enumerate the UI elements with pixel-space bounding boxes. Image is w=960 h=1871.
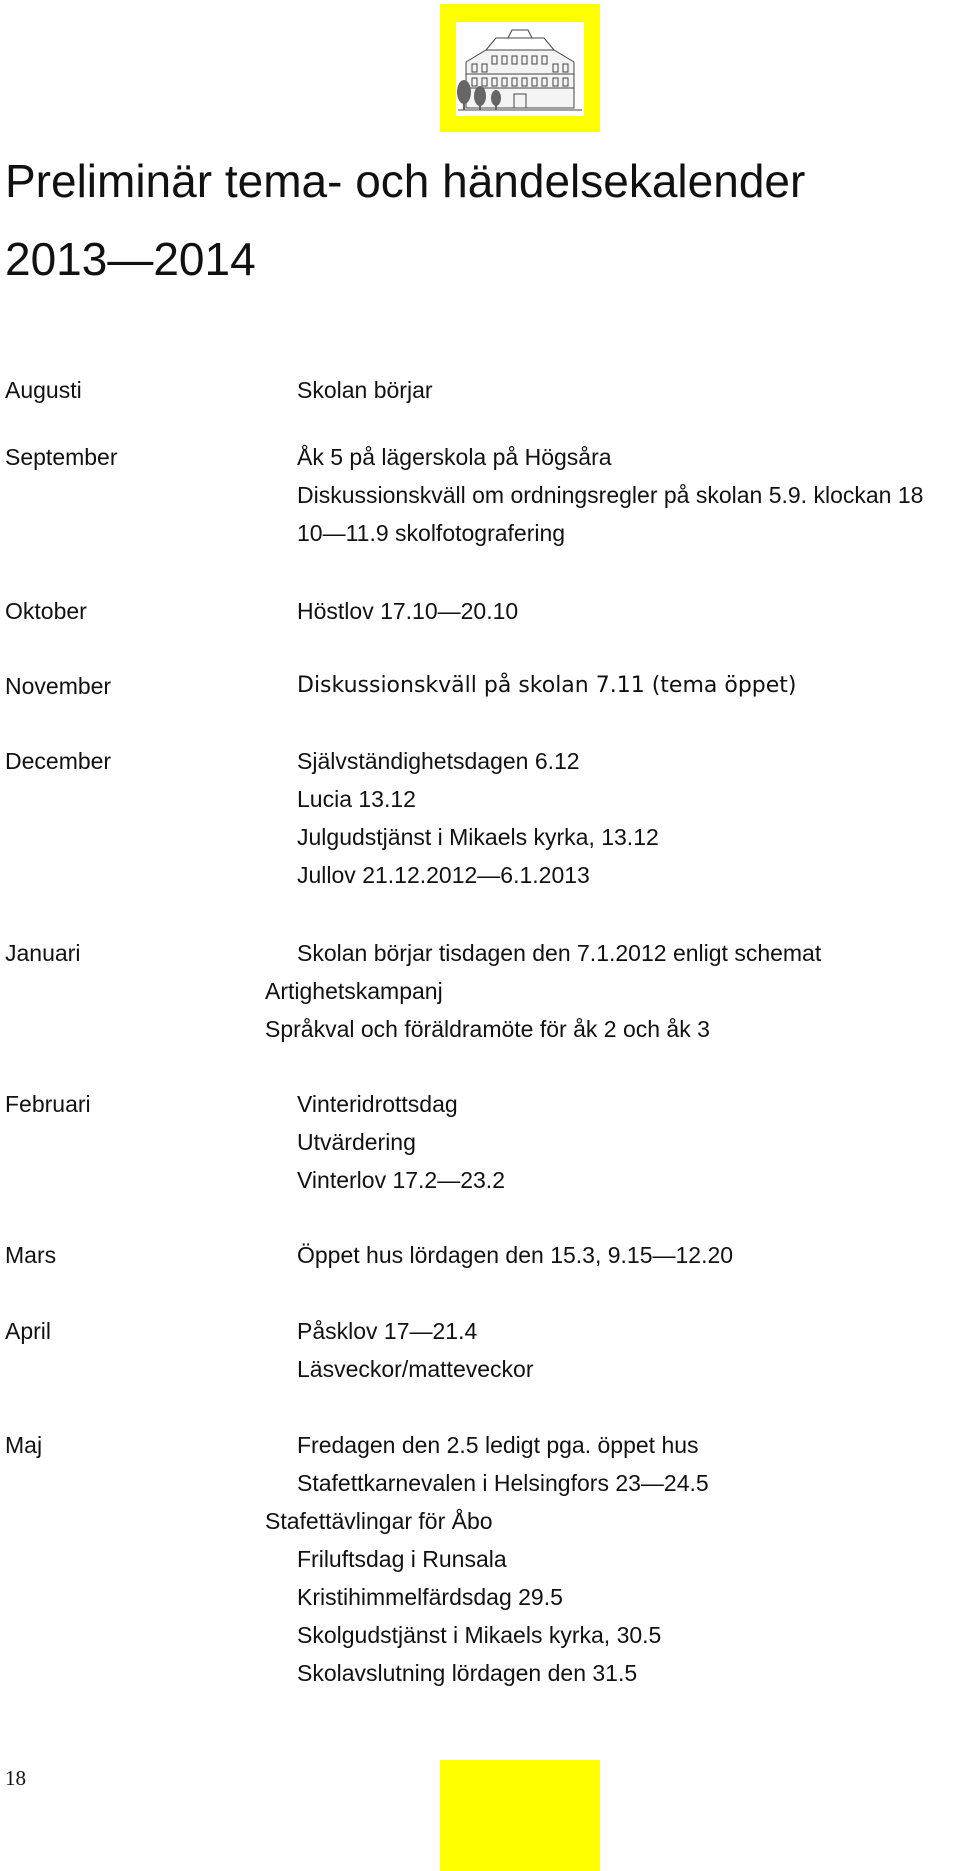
month-oktober: Oktober bbox=[5, 598, 87, 624]
event-december-2: Lucia 13.12 bbox=[297, 786, 416, 812]
month-april: April bbox=[5, 1318, 52, 1344]
event-februari-1: Vinteridrottsdag bbox=[297, 1091, 458, 1117]
event-januari-2: Artighetskampanj bbox=[265, 978, 443, 1004]
school-logo bbox=[440, 4, 600, 132]
month-augusti: Augusti bbox=[5, 377, 82, 403]
event-maj-1: Fredagen den 2.5 ledigt pga. öppet hus bbox=[297, 1432, 699, 1458]
event-april-2: Läsveckor/matteveckor bbox=[297, 1356, 534, 1382]
month-december: December bbox=[5, 748, 112, 774]
footer-yellow-block bbox=[440, 1760, 600, 1871]
event-maj-6: Skolgudstjänst i Mikaels kyrka, 30.5 bbox=[297, 1622, 662, 1648]
event-november-1: Diskussionskväll på skolan 7.11 (tema öppet) bbox=[297, 673, 797, 698]
page-number: 18 bbox=[5, 1766, 26, 1790]
title-line-2: 2013—2014 bbox=[5, 233, 256, 285]
month-mars: Mars bbox=[5, 1242, 57, 1268]
event-september-3: 10—11.9 skolfotografering bbox=[297, 520, 566, 546]
month-november: November bbox=[5, 673, 112, 699]
event-maj-2: Stafettkarnevalen i Helsingfors 23—24.5 bbox=[297, 1470, 709, 1496]
school-building-icon bbox=[456, 22, 584, 116]
event-maj-3: Stafettävlingar för Åbo bbox=[265, 1508, 493, 1534]
event-maj-4: Friluftsdag i Runsala bbox=[297, 1546, 507, 1572]
event-januari-1: Skolan börjar tisdagen den 7.1.2012 enligt schemat bbox=[297, 940, 822, 966]
event-december-3: Julgudstjänst i Mikaels kyrka, 13.12 bbox=[297, 824, 659, 850]
title-line-1: Preliminär tema- och händelsekalender bbox=[5, 155, 806, 207]
event-maj-7: Skolavslutning lördagen den 31.5 bbox=[297, 1660, 638, 1686]
event-maj-5: Kristihimmelfärdsdag 29.5 bbox=[297, 1584, 563, 1610]
event-september-2: Diskussionskväll om ordningsregler på skolan 5.9. klockan 18 bbox=[297, 482, 924, 508]
event-mars-1: Öppet hus lördagen den 15.3, 9.15—12.20 bbox=[297, 1242, 734, 1268]
page-title bbox=[5, 142, 805, 298]
month-september: September bbox=[5, 444, 118, 470]
month-februari: Februari bbox=[5, 1091, 91, 1117]
event-april-1: Påsklov 17—21.4 bbox=[297, 1318, 478, 1344]
month-januari: Januari bbox=[5, 940, 81, 966]
event-oktober-1: Höstlov 17.10—20.10 bbox=[297, 598, 519, 624]
event-september-1: Åk 5 på lägerskola på Högsåra bbox=[297, 444, 612, 470]
month-maj: Maj bbox=[5, 1432, 43, 1458]
event-december-1: Självständighetsdagen 6.12 bbox=[297, 748, 580, 774]
event-februari-2: Utvärdering bbox=[297, 1129, 416, 1155]
event-februari-3: Vinterlov 17.2—23.2 bbox=[297, 1167, 505, 1193]
event-januari-3: Språkval och föräldramöte för åk 2 och åk 3 bbox=[265, 1016, 710, 1042]
event-augusti-1: Skolan börjar bbox=[297, 377, 433, 403]
event-december-4: Jullov 21.12.2012—6.1.2013 bbox=[297, 862, 590, 888]
